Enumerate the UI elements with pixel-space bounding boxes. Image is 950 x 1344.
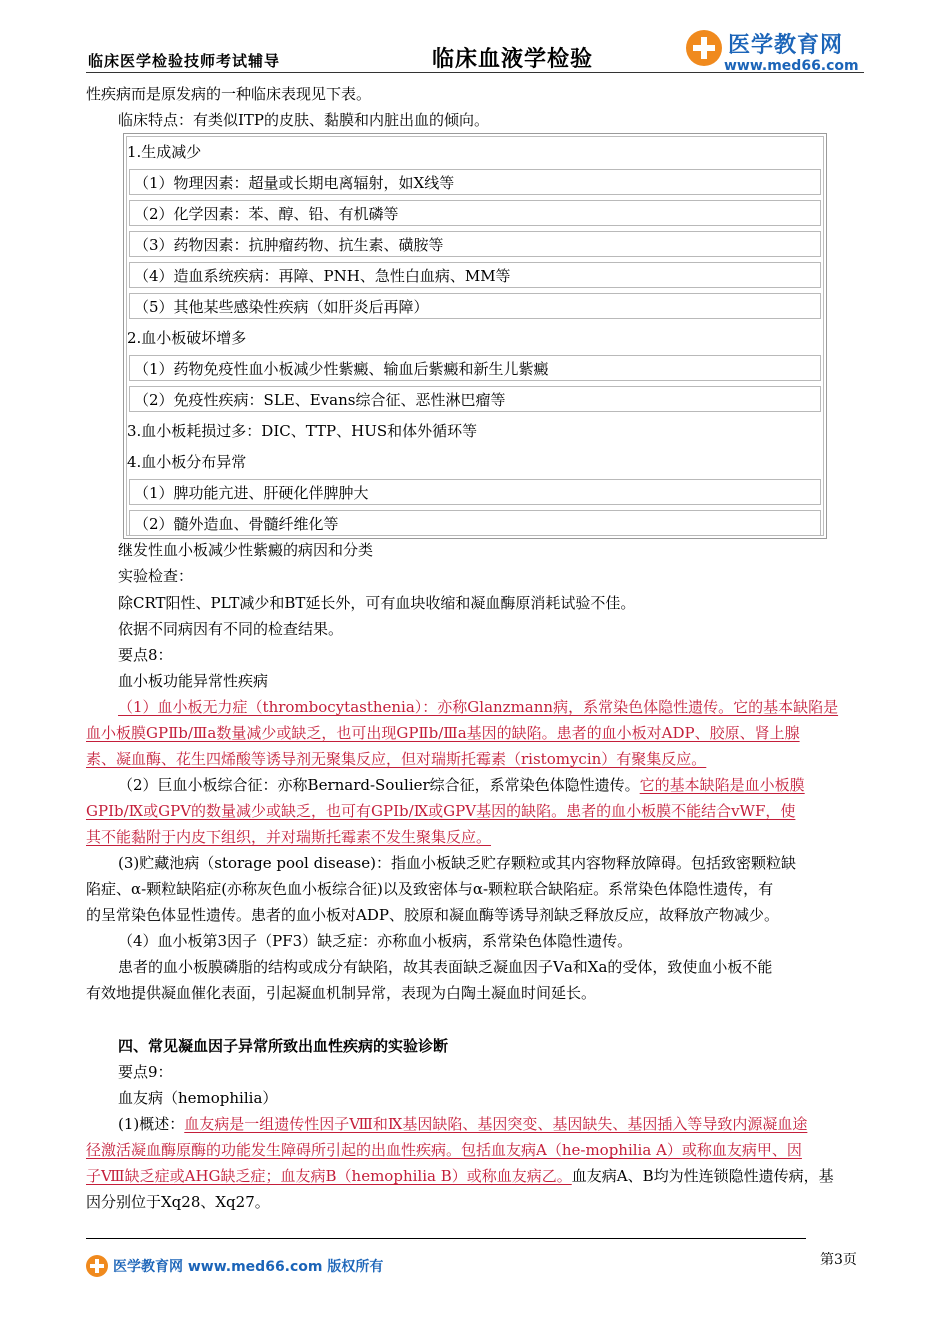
- footer-divider: [86, 1238, 806, 1239]
- table-row: （3）药物因素：抗肿瘤药物、抗生素、磺胺等: [129, 231, 821, 257]
- para-1-line-2: 血小板膜GPⅡb/Ⅲa数量减少或缺乏，也可出现GPⅡb/Ⅲa基因的缺陷。患者的血小板对ADP、胶原、肾上腺: [86, 724, 800, 742]
- table-row: 4.血小板分布异常: [127, 453, 247, 471]
- hemophilia-line-2: 径激活凝血酶原酶的功能发生障碍所引起的出血性疾病。包括血友病A（he-mophilia A）或称血友病甲、因: [86, 1141, 802, 1159]
- hemophilia-line-1: [118, 1114, 807, 1134]
- header-divider: [86, 72, 864, 73]
- table-row: （1）物理因素：超量或长期电离辐射，如X线等: [129, 169, 821, 195]
- logo-url: www.med66.com: [724, 58, 859, 74]
- para-5-line-2: 有效地提供凝血催化表面，引起凝血机制异常，表现为白陶土凝血时间延长。: [86, 984, 597, 1002]
- para-5-line-1: 患者的血小板膜磷脂的结构或成分有缺陷，故其表面缺乏凝血因子Ⅴa和Ⅹa的受体，致使血小板不能: [118, 958, 773, 976]
- para-1-line-3: 素、凝血酶、花生四烯酸等诱导剂无聚集反应，但对瑞斯托霉素（ristomycin）有聚集反应。: [86, 750, 707, 768]
- hemophilia-line-3: [86, 1166, 834, 1186]
- lab-line-2: 依据不同病因有不同的检查结果。: [118, 620, 344, 638]
- table-row: （2）化学因素：苯、醇、铅、有机磷等: [129, 200, 821, 226]
- table-row: （1）药物免疫性血小板减少性紫癜、输血后紫癜和新生儿紫癜: [129, 355, 821, 381]
- etiology-table: [123, 133, 827, 539]
- point-9-label: 要点9：: [118, 1063, 173, 1081]
- intro-line-2: 临床特点：有类似ITP的皮肤、黏膜和内脏出血的倾向。: [118, 111, 490, 129]
- para-2-line-1: [118, 775, 805, 795]
- table-caption: 继发性血小板减少性紫癜的病因和分类: [118, 541, 374, 559]
- hemophilia-line-1-plain: (1)概述：: [118, 1115, 185, 1133]
- section-4-heading: 四、常见凝血因子异常所致出血性疾病的实验诊断: [118, 1037, 449, 1055]
- header-center-title: 临床血液学检验: [432, 47, 594, 72]
- hemophilia-line-4: 因分别位于Xq28、Xq27。: [86, 1193, 270, 1211]
- table-row: （5）其他某些感染性疾病（如肝炎后再障）: [129, 293, 821, 319]
- footer-copyright[interactable]: 医学教育网 www.med66.com 版权所有: [113, 1259, 384, 1275]
- logo-name: 医学教育网: [728, 33, 844, 58]
- lab-title: 实验检查：: [118, 567, 194, 585]
- para-1-line-1: （1）血小板无力症（thrombocytasthenia）：亦称Glanzmann病，系常染色体隐性遗传。它的基本缺陷是: [118, 698, 839, 716]
- point-8-title: 血小板功能异常性疾病: [118, 672, 269, 690]
- para-2-line-1-highlight: 它的基本缺陷是血小板膜: [639, 776, 805, 794]
- table-row: 2.血小板破坏增多: [127, 329, 247, 347]
- para-3-line-3: 的呈常染色体显性遗传。患者的血小板对ADP、胶原和凝血酶等诱导剂缺乏释放反应，故释放产物减少。: [86, 906, 779, 924]
- hemophilia-line-3-plain: 血友病A、B均为性连锁隐性遗传病，基: [571, 1167, 834, 1185]
- header-left-title: 临床医学检验技师考试辅导: [88, 52, 281, 70]
- table-row: （2）髓外造血、骨髓纤维化等: [129, 510, 821, 536]
- table-row: 1.生成减少: [127, 143, 202, 161]
- point-8-label: 要点8：: [118, 646, 173, 664]
- header-logo[interactable]: [686, 26, 866, 78]
- table-row: （2）免疫性疾病：SLE、Evans综合征、恶性淋巴瘤等: [129, 386, 821, 412]
- hemophilia-title: 血友病（hemophilia）: [118, 1089, 278, 1107]
- para-2-line-2: GPⅠb/Ⅸ或GPV的数量减少或缺乏，也可有GPⅠb/Ⅸ或GPV基因的缺陷。患者的血小板膜不能结合vWF，使: [86, 802, 796, 820]
- para-2-line-3: 其不能黏附于内皮下组织，并对瑞斯托霉素不发生聚集反应。: [86, 828, 492, 846]
- intro-line-1: 性疾病而是原发病的一种临床表现见下表。: [86, 85, 372, 103]
- para-3-line-1: (3)贮藏池病（storage pool disease)：指血小板缺乏贮存颗粒或其内容物释放障碍。包括致密颗粒缺: [118, 854, 796, 872]
- table-row: （4）造血系统疾病：再障、PNH、急性白血病、MM等: [129, 262, 821, 288]
- hemophilia-line-3-highlight: 子Ⅷ缺乏症或AHG缺乏症；血友病B（hemophilia B）或称血友病乙。: [86, 1167, 572, 1185]
- page-number: 第3页: [820, 1252, 857, 1268]
- para-3-line-2: 陷症、α-颗粒缺陷症(亦称灰色血小板综合征)以及致密体与α-颗粒联合缺陷症。系常染色体隐性遗传，有: [86, 880, 774, 898]
- table-row: 3.血小板耗损过多：DIC、TTP、HUS和体外循环等: [127, 422, 478, 440]
- table-row: （1）脾功能亢进、肝硬化伴脾肿大: [129, 479, 821, 505]
- hemophilia-line-1-highlight: 血友病是一组遗传性因子Ⅷ和Ⅸ基因缺陷、基因突变、基因缺失、基因插入等导致内源凝血途: [184, 1115, 808, 1133]
- para-4-line-1: （4）血小板第3因子（PF3）缺乏症：亦称血小板病，系常染色体隐性遗传。: [118, 932, 633, 950]
- para-2-line-1-plain: （2）巨血小板综合征：亦称Bernard-Soulier综合征，系常染色体隐性遗传。: [118, 776, 640, 794]
- lab-line-1: 除CRT阳性、PLT减少和BT延长外，可有血块收缩和凝血酶原消耗试验不佳。: [118, 594, 636, 612]
